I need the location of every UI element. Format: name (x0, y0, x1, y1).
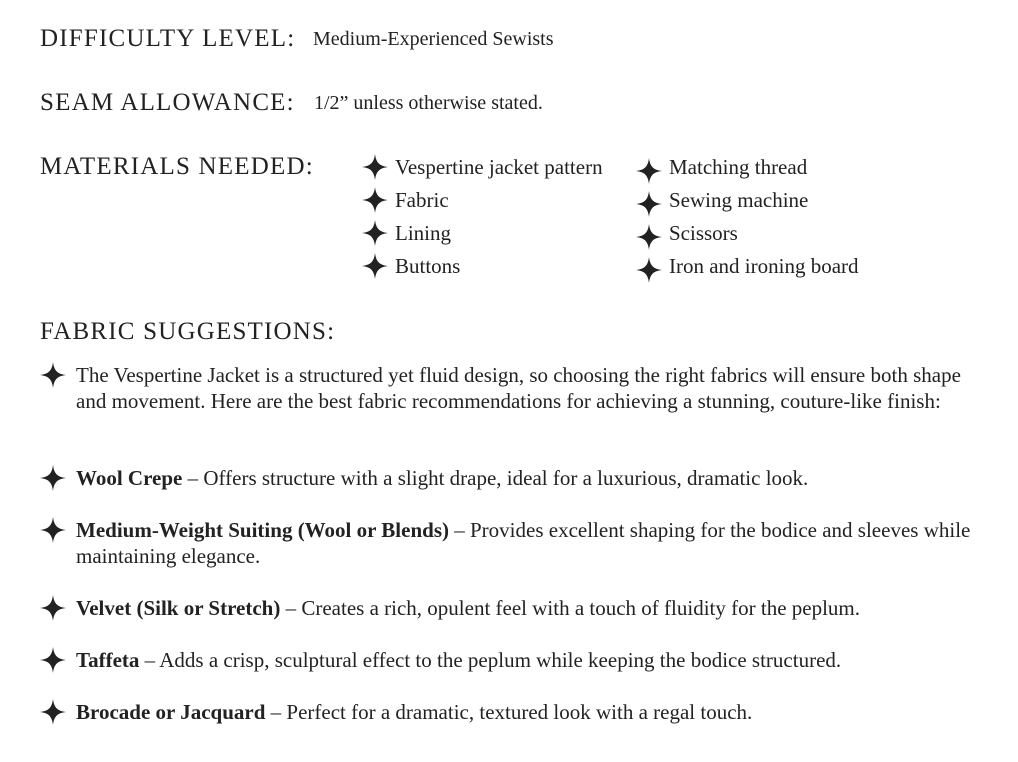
fabric-item-name: Brocade or Jacquard (76, 700, 266, 724)
four-point-star-icon (40, 465, 66, 491)
four-point-star-icon (40, 647, 66, 673)
fabric-item-name: Taffeta (76, 648, 140, 672)
material-item-label: Lining (395, 221, 451, 245)
material-item-label: Matching thread (669, 155, 808, 179)
fabric-item-text (76, 517, 980, 569)
fabric-heading-row (40, 319, 335, 344)
fabric-item-text (76, 699, 980, 725)
fabric-item-desc: – Creates a rich, opulent feel with a touch of fluidity for the peplum. (280, 596, 861, 620)
seam-allowance-row (40, 89, 543, 116)
four-point-star-icon (636, 257, 662, 283)
difficulty-value: Medium-Experienced Sewists (313, 28, 554, 50)
material-item-label: Fabric (395, 188, 449, 212)
four-point-star-icon (636, 191, 662, 217)
four-point-star-icon (636, 224, 662, 250)
four-point-star-icon (362, 187, 388, 213)
material-item-label: Buttons (395, 254, 461, 278)
four-point-star-icon (40, 362, 66, 388)
material-item-label: Sewing machine (669, 188, 809, 212)
four-point-star-icon (636, 158, 662, 184)
fabric-item-desc: – Provides excellent shaping for the bodice and sleeves while maintaining elegance. (76, 518, 971, 568)
fabric-item-text (76, 595, 980, 621)
fabric-intro-text: The Vespertine Jacket is a structured yet fluid design, so choosing the right fabrics will ensure both shape and movement. Here are the best fabric recommendations for achieving a stunning, couture-like finish: (76, 363, 961, 413)
material-item-label: Vespertine jacket pattern (395, 155, 603, 179)
fabric-item-text (76, 647, 980, 673)
four-point-star-icon (40, 699, 66, 725)
fabric-item-desc: – Perfect for a dramatic, textured look with a regal touch. (265, 700, 753, 724)
materials-label: MATERIALS NEEDED: (40, 153, 314, 180)
four-point-star-icon (362, 154, 388, 180)
fabric-item-desc: – Adds a crisp, sculptural effect to the peplum while keeping the bodice structured. (139, 648, 842, 672)
difficulty-label: DIFFICULTY LEVEL: (40, 25, 296, 52)
fabric-item-desc: – Offers structure with a slight drape, ideal for a luxurious, dramatic look. (182, 466, 809, 490)
seam-allowance-value: 1/2” unless otherwise stated. (314, 92, 543, 114)
fabric-suggestions-label: FABRIC SUGGESTIONS: (40, 318, 336, 345)
seam-allowance-label: SEAM ALLOWANCE: (40, 89, 295, 116)
material-item-label: Iron and ironing board (669, 254, 859, 278)
four-point-star-icon (40, 595, 66, 621)
four-point-star-icon (362, 253, 388, 279)
material-item-label: Scissors (669, 221, 738, 245)
difficulty-row (40, 25, 554, 52)
fabric-item-name: Medium-Weight Suiting (Wool or Blends) (76, 518, 449, 542)
materials-heading-row (40, 154, 314, 179)
four-point-star-icon (40, 517, 66, 543)
fabric-item-name: Wool Crepe (76, 466, 183, 490)
fabric-item-name: Velvet (Silk or Stretch) (76, 596, 281, 620)
four-point-star-icon (362, 220, 388, 246)
fabric-item-text (76, 465, 980, 491)
